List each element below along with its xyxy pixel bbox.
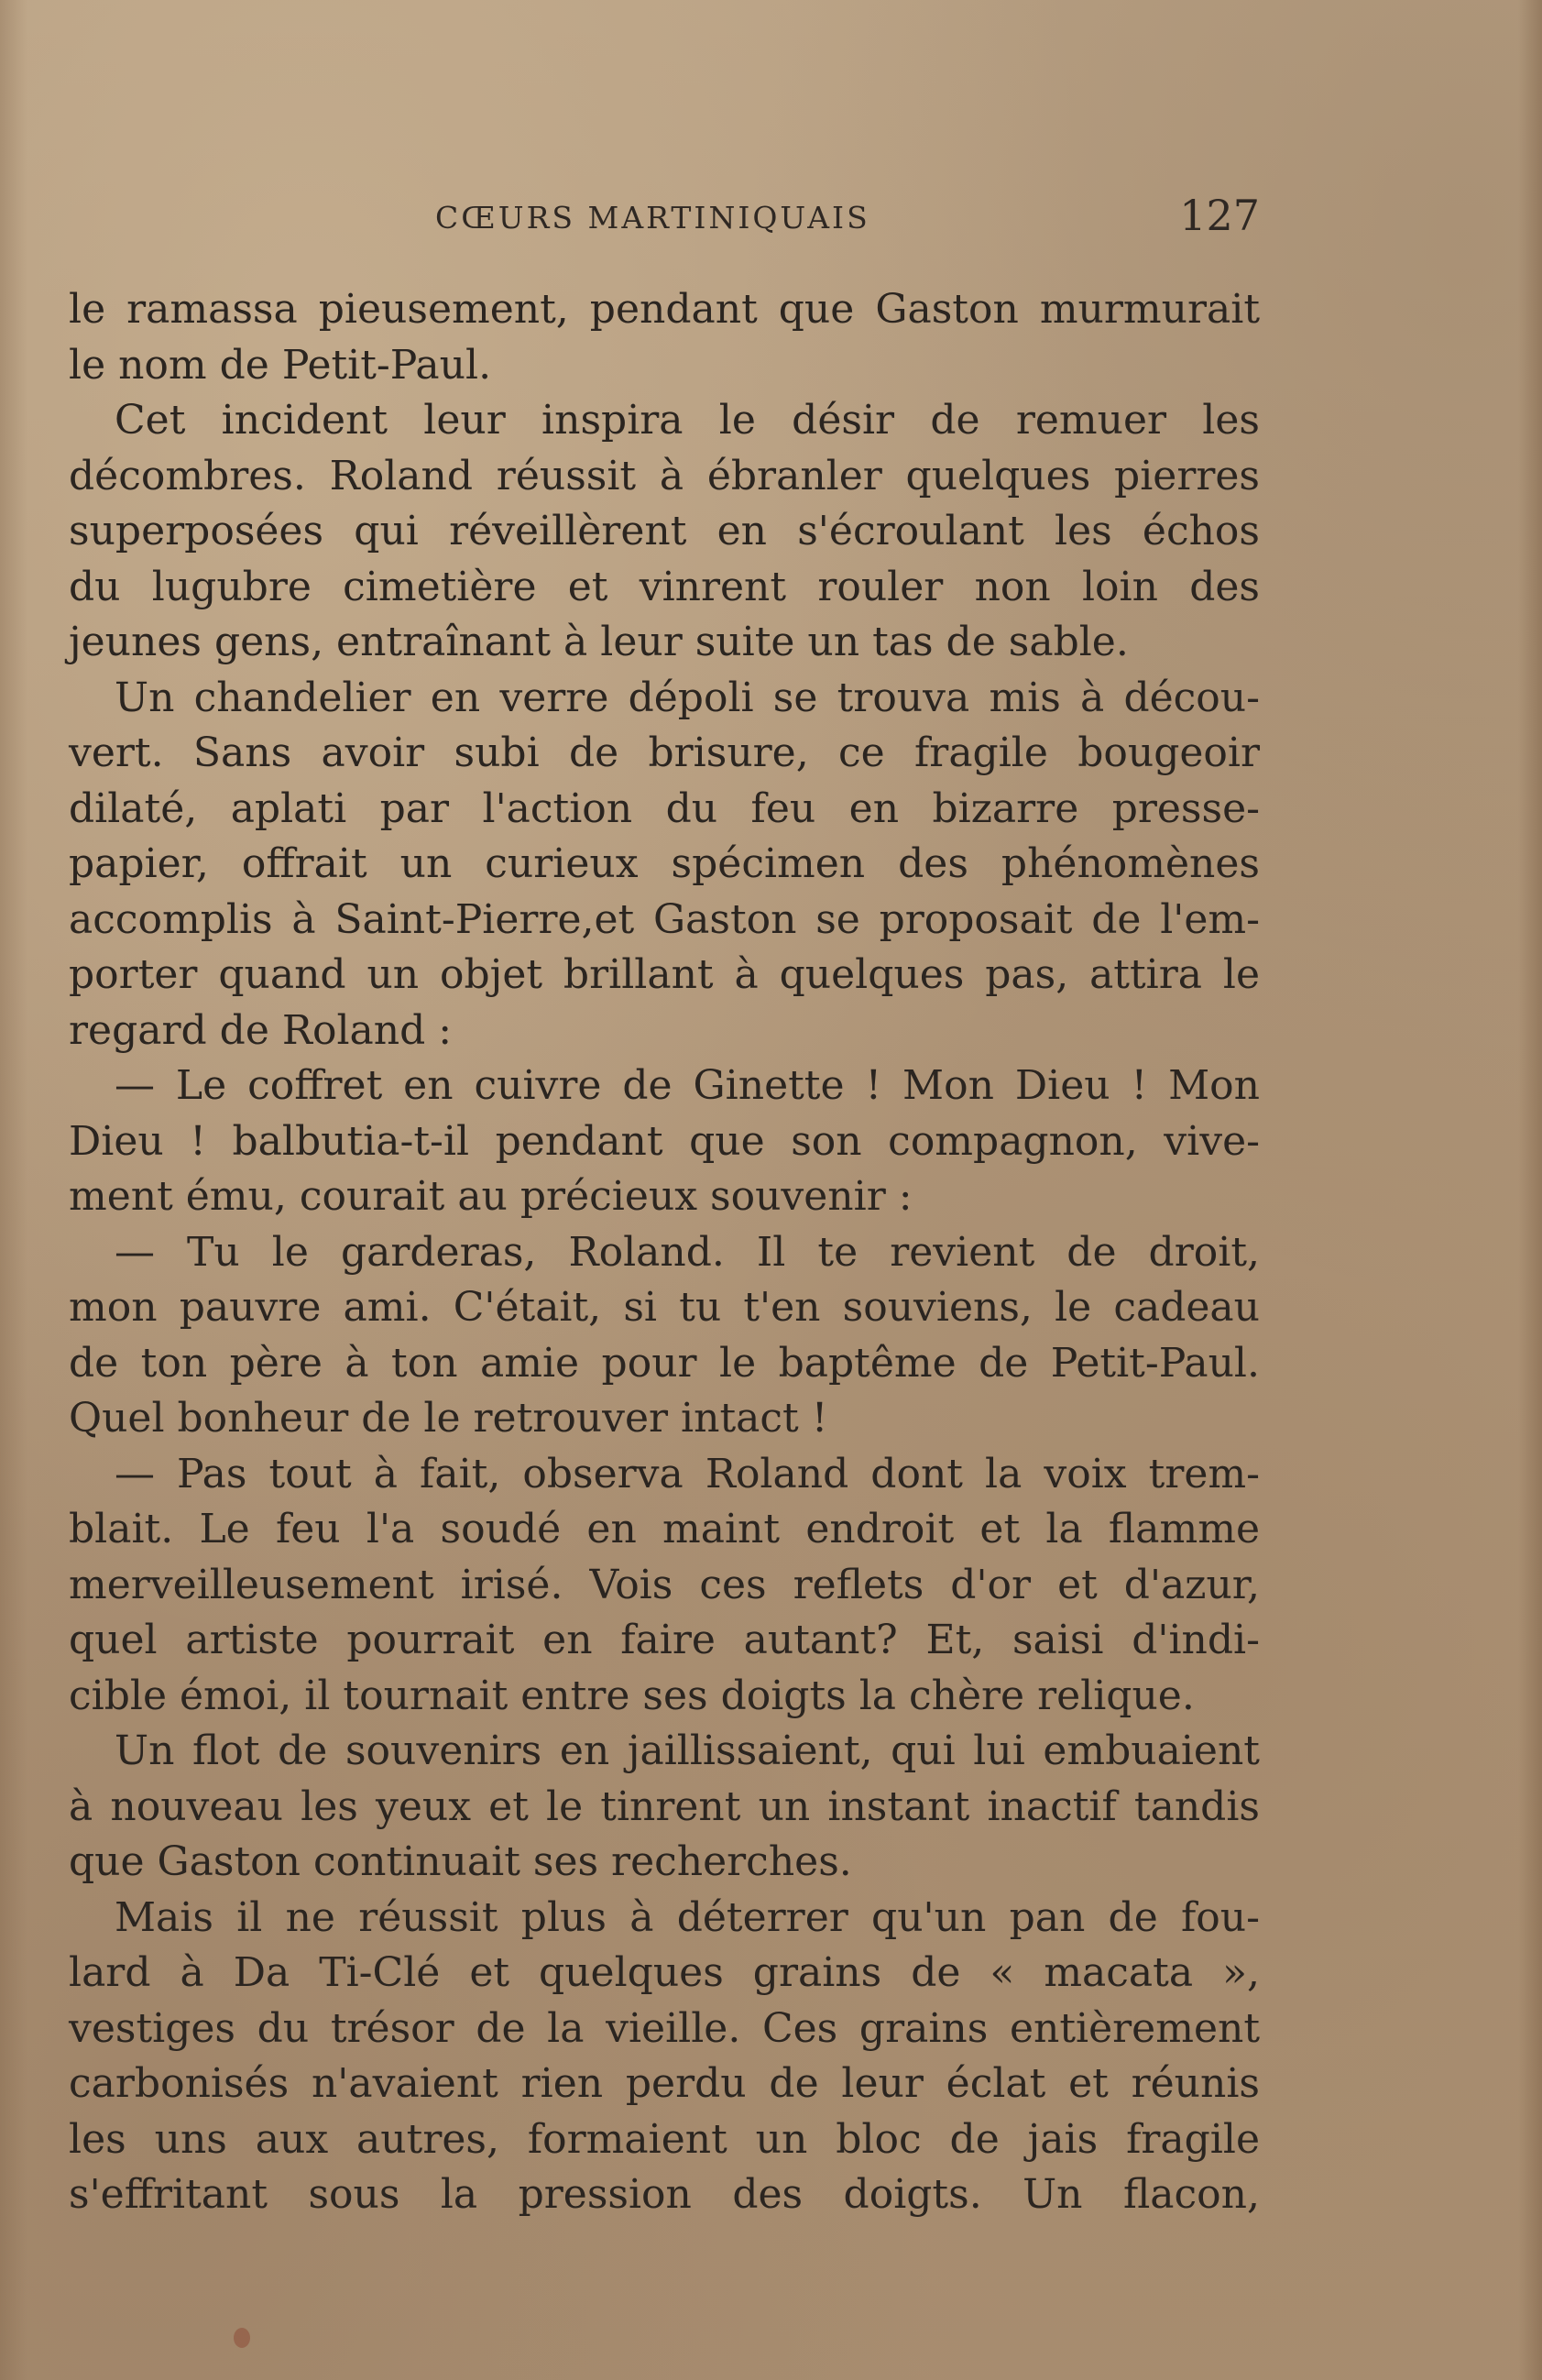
text-line: cible émoi, il tournait entre ses doigts la chère relique. bbox=[69, 1672, 1195, 1719]
text-line: jeunes gens, entraînant à leur suite un tas de sable. bbox=[69, 619, 1129, 665]
text-line: Mais il ne réussit plus à déterrer qu'un pan de fou- bbox=[115, 1893, 1260, 1941]
text-line: le ramassa pieusement, pendant que Gaston murmurait bbox=[69, 286, 1260, 333]
text-line: à nouveau les yeux et le tinrent un instant inactif tandis bbox=[69, 1782, 1260, 1830]
text-line: — Pas tout à fait, observa Roland dont la voix trem- bbox=[115, 1450, 1260, 1497]
text-line: du lugubre cimetière et vinrent rouler non loin des bbox=[69, 563, 1260, 610]
text-line: regard de Roland : bbox=[69, 1006, 453, 1054]
text-line: — Tu le garderas, Roland. Il te revient de droit, bbox=[115, 1228, 1260, 1276]
running-title: CŒURS MARTINIQUAIS bbox=[435, 200, 870, 236]
text-line: Un chandelier en verre dépoli se trouva mis à décou- bbox=[115, 674, 1260, 721]
text-line: le nom de Petit-Paul. bbox=[69, 341, 492, 389]
page-header bbox=[69, 191, 1260, 246]
text-line: blait. Le feu l'a soudé en maint endroit et la flamme bbox=[69, 1506, 1260, 1552]
text-line: Quel bonheur de le retrouver intact ! bbox=[69, 1395, 828, 1442]
text-line: dilaté, aplati par l'action du feu en bizarre presse- bbox=[69, 784, 1260, 832]
text-line: les uns aux autres, formaient un bloc de jais fragile bbox=[69, 2115, 1260, 2163]
text-line: Dieu ! balbutia-t-il pendant que son compagnon, vive- bbox=[69, 1117, 1260, 1165]
text-line: s'effritant sous la pression des doigts. Un flacon, bbox=[69, 2171, 1260, 2218]
body-text bbox=[69, 282, 1260, 2223]
text-line: lard à Da Ti-Clé et quelques grains de « macata », bbox=[69, 1949, 1260, 1996]
text-line: décombres. Roland réussit à ébranler quelques pierres bbox=[69, 452, 1260, 499]
page-edge-shadow-left bbox=[0, 0, 27, 2380]
page-number: 127 bbox=[1179, 191, 1260, 240]
text-line: superposées qui réveillèrent en s'écroulant les échos bbox=[69, 508, 1260, 554]
text-line: vert. Sans avoir subi de brisure, ce fragile bougeoir bbox=[69, 729, 1260, 776]
text-line: accomplis à Saint-Pierre,et Gaston se proposait de l'em- bbox=[69, 895, 1260, 943]
text-line: porter quand un objet brillant à quelques pas, attira le bbox=[69, 951, 1260, 998]
page-edge-shadow-right bbox=[1518, 0, 1542, 2380]
text-line: vestiges du trésor de la vieille. Ces grains entièrement bbox=[69, 2004, 1260, 2052]
text-line: carbonisés n'avaient rien perdu de leur éclat et réunis bbox=[69, 2060, 1260, 2107]
text-line: papier, offrait un curieux spécimen des phénomènes bbox=[69, 840, 1260, 887]
text-line: merveilleusement irisé. Vois ces reflets d'or et d'azur, bbox=[69, 1561, 1260, 1608]
text-line: quel artiste pourrait en faire autant? Et, saisi d'indi- bbox=[69, 1617, 1260, 1663]
text-line: de ton père à ton amie pour le baptême de Petit-Paul. bbox=[69, 1339, 1260, 1387]
ink-spot bbox=[234, 2328, 250, 2348]
text-line: Un flot de souvenirs en jaillissaient, qui lui embuaient bbox=[115, 1727, 1260, 1774]
text-line: que Gaston continuait ses recherches. bbox=[69, 1838, 852, 1885]
text-line: Cet incident leur inspira le désir de remuer les bbox=[115, 397, 1260, 444]
text-line: mon pauvre ami. C'était, si tu t'en souviens, le cadeau bbox=[69, 1284, 1260, 1331]
text-line: — Le coffret en cuivre de Ginette ! Mon Dieu ! Mon bbox=[115, 1062, 1260, 1109]
text-line: ment ému, courait au précieux souvenir : bbox=[69, 1173, 913, 1220]
